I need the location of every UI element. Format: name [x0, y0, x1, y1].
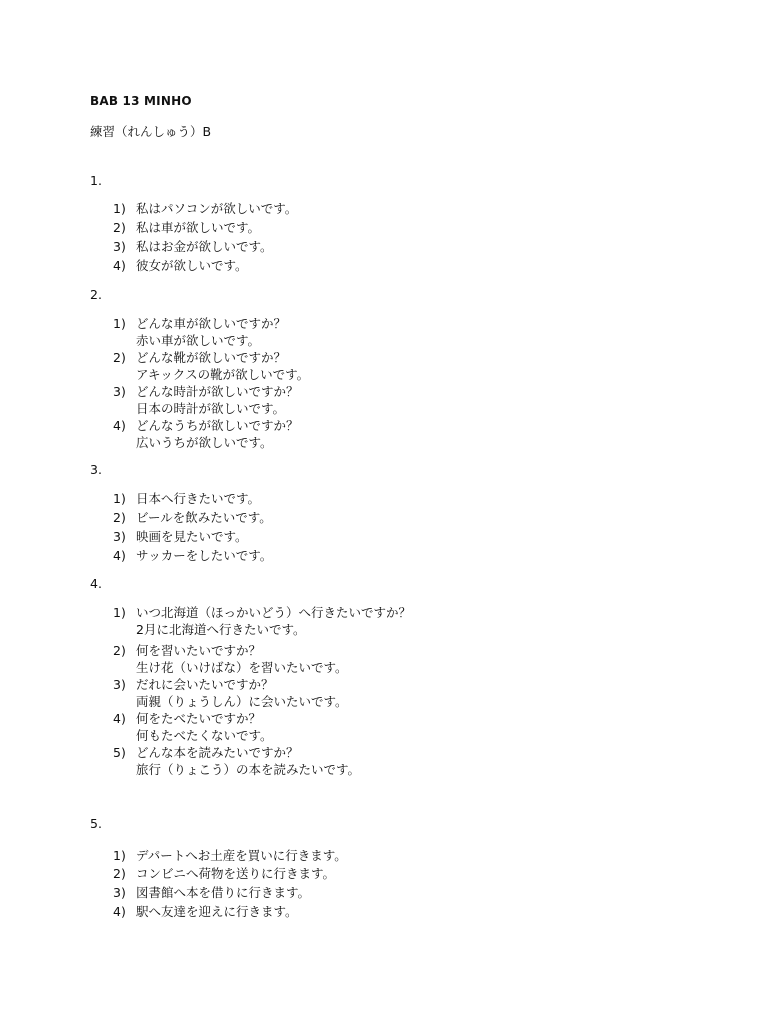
item-text: どんなうちが欲しいですか？: [136, 418, 299, 433]
item-number: 5): [113, 745, 126, 760]
list-item: [113, 315, 286, 349]
document-subtitle: 練習（れんしゅう）B: [90, 124, 212, 139]
list-item: [113, 349, 309, 383]
item-number: 4): [113, 711, 126, 726]
item-number: 1): [113, 848, 126, 863]
item-text: 何をたべたいですか？: [136, 711, 262, 726]
list-item: [113, 604, 411, 638]
item-text: 日本へ行きたいです。: [136, 491, 261, 506]
item-number: 2): [113, 350, 126, 365]
list-item: [113, 383, 299, 417]
item-text: デパートへお土産を買いに行きます。: [136, 848, 347, 863]
list-item: [113, 490, 260, 507]
list-item: [113, 417, 299, 451]
list-item: [113, 200, 297, 217]
item-number: 2): [113, 220, 126, 235]
list-item: [113, 903, 298, 920]
list-item: [113, 676, 348, 710]
section-number: 4.: [90, 576, 102, 591]
section-number: 1.: [90, 173, 102, 188]
item-answer-text: 2月に北海道へ行きたいです。: [136, 622, 306, 637]
item-number: 3): [113, 384, 126, 399]
list-item: [113, 238, 273, 255]
item-number: 3): [113, 239, 126, 254]
item-number: 1): [113, 605, 126, 620]
item-text: サッカーをしたいです。: [136, 548, 273, 563]
item-number: 2): [113, 866, 126, 881]
item-text: 私はパソコンが欲しいです。: [136, 201, 298, 216]
item-text: ビールを飲みたいです。: [136, 510, 272, 525]
list-item: [113, 710, 273, 744]
document-title: BAB 13 MINHO: [90, 94, 192, 108]
item-number: 3): [113, 885, 126, 900]
item-number: 2): [113, 643, 126, 658]
item-number: 4): [113, 258, 126, 273]
item-text: どんな本を読みたいですか？: [136, 745, 299, 760]
item-text: どんな車が欲しいですか？: [136, 316, 287, 331]
item-text: 図書館へ本を借りに行きます。: [136, 885, 311, 900]
item-answer-text: 赤い車が欲しいです。: [136, 333, 261, 348]
item-number: 1): [113, 201, 126, 216]
item-number: 3): [113, 529, 126, 544]
item-text: 私は車が欲しいです。: [136, 220, 261, 235]
item-text: 何を習いたいですか？: [136, 643, 262, 658]
item-text: 私はお金が欲しいです。: [136, 239, 273, 254]
section-number: 2.: [90, 287, 102, 302]
section-number: 5.: [90, 816, 102, 831]
list-item: [113, 642, 348, 676]
list-item: [113, 547, 272, 564]
item-answer-text: 何もたべたくないです。: [136, 728, 273, 743]
item-text: 駅へ友達を迎えに行きます。: [136, 904, 298, 919]
item-number: 4): [113, 904, 126, 919]
list-item: [113, 865, 335, 882]
list-item: [113, 884, 310, 901]
item-text: 彼女が欲しいです。: [136, 258, 248, 273]
item-answer-text: 広いうちが欲しいです。: [136, 435, 273, 450]
section-number: 3.: [90, 462, 102, 477]
item-text: 映画を見たいです。: [136, 529, 248, 544]
item-number: 1): [113, 491, 126, 506]
item-number: 4): [113, 418, 126, 433]
item-answer-text: 日本の時計が欲しいです。: [136, 401, 286, 416]
list-item: [113, 744, 360, 778]
list-item: [113, 509, 272, 526]
list-item: [113, 257, 248, 274]
item-answer-text: 生け花（いけばな）を習いたいです。: [136, 660, 348, 675]
item-text: だれに会いたいですか？: [136, 677, 274, 692]
item-number: 3): [113, 677, 126, 692]
list-item: [113, 528, 248, 545]
item-number: 4): [113, 548, 126, 563]
list-item: [113, 219, 260, 236]
item-number: 2): [113, 510, 126, 525]
item-answer-text: 両親（りょうしん）に会いたいです。: [136, 694, 348, 709]
item-text: コンビニへ荷物を送りに行きます。: [136, 866, 336, 881]
item-text: いつ北海道（ほっかいどう）へ行きたいですか？: [136, 605, 412, 620]
item-answer-text: アキックスの靴が欲しいです。: [136, 367, 310, 382]
item-text: どんな靴が欲しいですか？: [136, 350, 287, 365]
item-number: 1): [113, 316, 126, 331]
item-text: どんな時計が欲しいですか？: [136, 384, 299, 399]
list-item: [113, 847, 347, 864]
item-answer-text: 旅行（りょこう）の本を読みたいです。: [136, 762, 361, 777]
